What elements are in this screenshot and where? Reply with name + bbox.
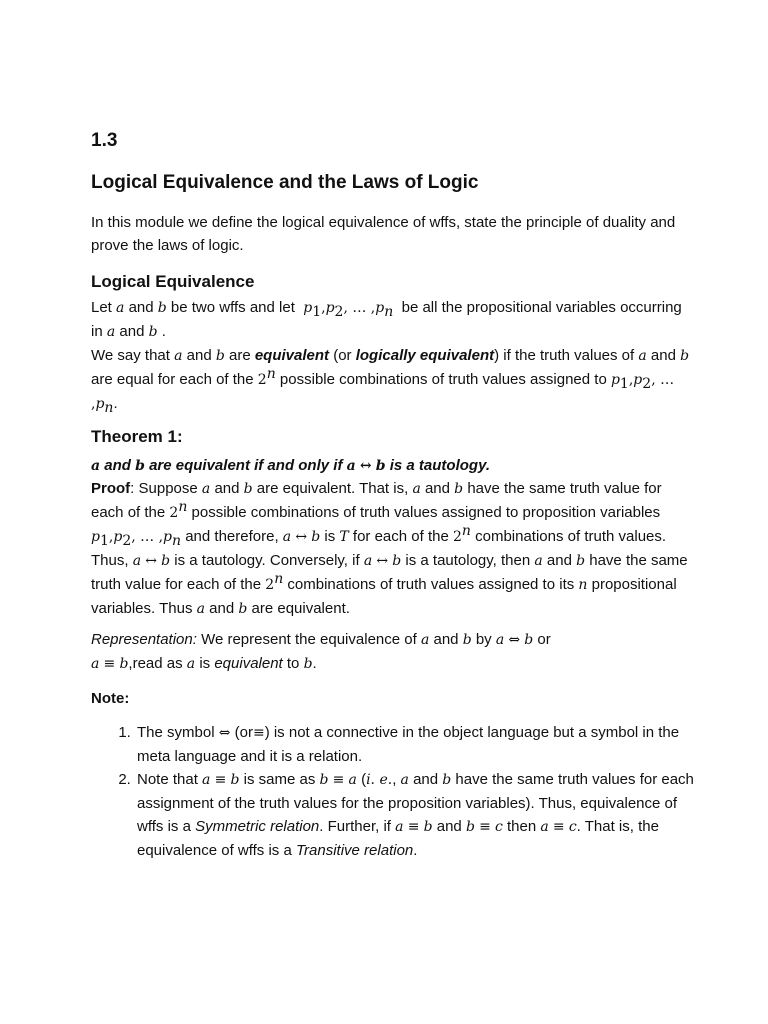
representation-label: Representation: <box>91 631 197 648</box>
note-item-2: 2. Note that a ≡ b is same as b ≡ a (i. e., a and b have the same truth values for each assignment of the truth values for the proposition variables). Thus, equivalence of wffs is a Symmetric relation. Further, if a ≡ b and b ≡ c then a ≡ c. That is, the equivalence of wffs is a Transitive relation. <box>135 768 695 862</box>
page-title: Logical Equivalence and the Laws of Logic <box>91 172 479 193</box>
proof-label: Proof <box>91 480 131 497</box>
notes-list <box>113 721 695 862</box>
intro-paragraph: In this module we define the logical equivalence of wffs, state the principle of duality and prove the laws of logic. <box>91 214 676 254</box>
logical-equivalence-definition: Let a and b be two wffs and let $p_1,p_2$, … $,p_n$ be all the propositional variables occurring in a and b . We say that a and b are equivalent (or logically equivalent) if the truth values of a and b are equal for each of the 2$^n$ possible combinations of truth values assigned to $p_1,p_2$, … $,p_n$. <box>91 299 690 416</box>
logical-equivalence-heading: Logical Equivalence <box>91 272 255 291</box>
proof-paragraph: Proof: Suppose a and b are equivalent. That is, a and b have the same truth value for each of the 2$^n$ possible combinations of truth values assigned to proposition variables $p_1,p_2$, … $,p_n$ and therefore, a ↔ b is T for each of the 2$^n$ combinations of truth values. Thus, a ↔ b is a tautology. Conversely, if a ↔ b is a tautology, then a and b have the same truth value for each of the 2$^n$ combinations of truth values assigned to its n propositional variables. Thus a and b are equivalent. <box>91 480 688 617</box>
representation-paragraph: Representation: We represent the equivalence of a and b by a ⇔ b or a ≡ b,read as a is equivalent to b. <box>91 631 551 672</box>
theorem-heading: Theorem 1: <box>91 427 183 446</box>
note-item-1: 1. The symbol ⇔ (or≡) is not a connective in the object language but a symbol in the meta language and it is a relation. <box>135 721 695 768</box>
note-heading: Note: <box>91 690 130 707</box>
theorem-statement: a and b are equivalent if and only if a ↔ b is a tautology. <box>91 457 491 474</box>
section-number: 1.3 <box>91 130 118 151</box>
